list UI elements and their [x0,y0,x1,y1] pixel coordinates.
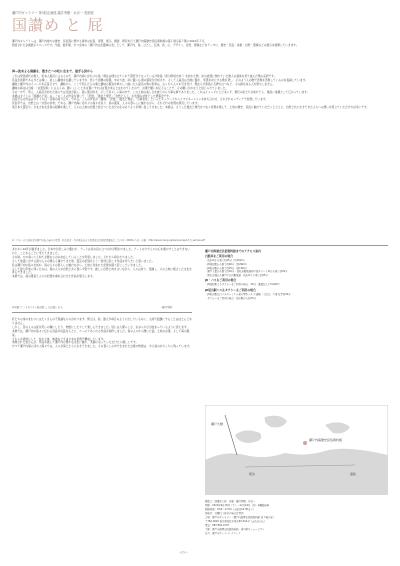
access-line: ・タクシーをご利用の場合：坂出駅から約25分 [205,296,256,300]
map-label-bridge: 瀬戸大橋 [211,422,224,426]
access-line: ・JR坂出駅から車で約25分（約13km） [205,266,249,270]
statement-paragraph: しかし、昔の人々は屁を笑いの種にしたり、物語にしたりして楽しんできました。屁には人間らしさ、おおらかさが詰まっているように思えます。 [12,324,190,329]
info-line: 会場：瀬戸内ギャラリー（瀬戸内海歴史民俗資料館 第１展示室） [205,516,276,519]
section-heading: 神っ波来よる滴露を、散きたへの吃に走まで、描ぎる詩から [12,69,93,73]
statement-paragraph: あれから10年が過ぎました。日本中が悲しみに覆われ、アートは何の役に立つのかが問われました。アートの力で人々の心を癒やすことはできないかと、ことあるごとに考えてきました。 [12,247,191,255]
statement-note: ※本展にて「それでも大地は動く」出品致します。 [12,306,65,309]
info-line: 主催：瀬戸内海歴史民俗資料館・香川県立ミュージアム [205,528,265,531]
statement-paragraph: そして地震に対する国や人々の関心も薄れてきた頃、震災の記憶をもう一度呼び起こす作品を作りたいと思いました。 [12,258,155,263]
body-paragraph: 出品予定の作品はタイトルは「言葉の成り立ち」である。二人の作家が「讃岐」「記憶」「過去と現在」「当事者性」といったキーワードからイマジネーションを持ち合わせ、それぞれのメディアで表現しています。 [12,97,268,102]
train-heading: JR・バスをご利用の場合 [205,277,237,282]
access-info [205,248,388,300]
body-paragraph: その一方で、死人、人麻呂が訪れた島々では荒波が高く、強い風が吹き、そして荒々しい海の中で、この土地の美しさを詠うのも大事な事でありました。これはイメージにとどまらず、現代の私たちが訪れても、奥深い景観として広がっています。 [12,89,310,94]
info-line: 電話：087-881-4707 [205,524,230,527]
statement-paragraph: 私たちの身のまわりにはたくさんの不思議なものがあります。例えば、屁。誰もが毎日のように出しているのに、人前で話題にすることはほとんどありません。 [12,317,192,325]
divider [12,245,388,246]
info-line: 展覧会：国讃めと屁 出展：礒井秀樹、水谷一 [205,500,256,503]
body-paragraph: これは発見時代の歌人、桁本人麻呂によるもので、瀬戸内海に浮かぶ小島（現在は埋め立てられて陸続きとなっている沙弥島（香川県坂出市））を訪れた際、岸の岩陰に倒れていた旅人の遺体を見て詠んだ歌の意訳です。 [12,74,277,78]
body-text [12,75,388,110]
access-line: ・JR高松駅から車で約40分（約26km） [205,262,249,266]
map-label-sakaide: 坂出 [249,472,256,476]
intro-line: 瀬戸内ギャラリーは、瀬戸内地方の歴史、民俗等に関する資料の収集、保管、展示、調査、研究を行う瀬戸内海歴史民俗資料館の第１展示室２階に2021年３月、 [12,39,207,43]
footnote: ※「古今・有川新和訳本瀬戸内海人麻呂の歌集・佐伯浩訳・香川県坂出市立図書館文化財保護審議会」第５号（2006年５月）収載 http://www.manyo.jp/kenkyu/report_5_samne.pdf [12,239,205,242]
body-paragraph: 東日本大震災や、さまざまな災害の経験を通して、人々は土地の記憶と結びついた自分の生のありようを問い直してきました。本展は、そうした過去と現代をつなぐ表現を通して、土地の歴史、民俗に触れていただくとともに、自然と共に生きてきた人々への想いを感じていただければ幸いです。 [12,105,370,110]
statement-paragraph: かつて瀬戸内海に浮かぶ島々では、人々が海とともに生きてきました。その暮らしの中で生まれた言葉や物語は、今も島のあちこちに残っています。 [12,344,192,349]
statement-paragraph: それらを素材にして、絵や立体、映像などさまざまな表現で構成しています。 [12,336,106,341]
info-line: 休館日：月曜日（祝日の場合は翌日） [205,512,246,515]
access-line: ・岡山方面から瀬戸中央自動車道・坂出ICより車で約25分 [205,273,268,277]
body-paragraph: 奈良が首都である今とは違い、美しい讃岐を礼讃していますが、続いて遊興の強風、中の大波、岸に臨く仏道の風景が分析され、そして人麻呂は当地に臨れ、死霊を祀にする歌を発し、そのよう人の歌で表現を表現しているのを指摘しています。 [12,77,308,82]
statement-author: （礒井秀樹） [160,306,174,309]
body-paragraph: 本展はタイトル「国讃めと屁」は、この二人の作家を通して、「記憶」「過去と現代」「自然と人工」を表現の対象とした展覧会です。 [12,93,172,98]
access-line: ・瀬戸大橋から車で約30分・高松自動車道府中湖スマートICから車で約20分 [205,270,288,274]
statement-author: （水谷一） [178,551,190,554]
info-line: 〒762-0016 香川県高松市亀水町1412-2（五色台山上） [205,520,267,523]
intro-line: 新設された企画展示スペースです。今後、数年間、かつ全体の「瀬戸内文化圏域の表」として、瀬戸内、島、ひとし、伝承、技、心、デザイン、自然、環境などをテーマに、歴史・民俗・美術・自然・環境などの展示を展開していきます。 [12,42,299,47]
access-line: ・坂出ICから車で約25分（約16km） [205,259,246,263]
statement-paragraph: 本展では、瀬戸内の島々に伝わる昔話や民話をもとに、ユーモアあふれる作品を制作しました。島の人々から聞いた話、土地の言葉、そして海の風景。 [12,328,190,337]
bus-heading: JR坂出駅バス＆タクシーをご利用の場合 [205,287,256,292]
divider [12,312,192,313]
venue-marker-icon [303,441,307,445]
map-label-venue: 瀬戸内海歴史民俗資料館 [309,438,343,442]
intro-text [12,40,388,48]
statement-paragraph: 本展では、島の風景と人々の記憶を重ね合わせた作品を展示します。 [12,274,96,279]
artist-statement-2 [12,318,192,349]
statement-paragraph: 私は瀬戸内の島々を訪ね、島の人々の暮らしに触れながら、土地に刻まれた記憶を掘り起こしていきました。 [12,262,144,267]
page-title: 国讃め と 屁 [12,16,104,34]
access-map [205,405,388,495]
access-line: ・JR坂出駅北口バスターミナル発の琴参バス 王越線「大浜口」下車 徒歩約20分 [205,293,291,297]
access-heading: 瀬戸内海歴史民俗資料館までのアクセス案内 [205,248,261,253]
artist-statement-1 [12,248,192,279]
body-paragraph: 讃岐の真言は当時、「言霊信仰」によるもの。願いしいことを言葉にすれば言霊が来ると言われていたので、言葉で願いを伝えることで、その願いがかなうと信じられていました。 [12,85,229,90]
statement-paragraph: 来場された皆さんが、作品を通して瀬戸内の豊かな文化に触れ、笑顔になっていただけたら嬉しいです。 [12,340,139,345]
access-line: ・JR高松駅よりタクシーをご利用の場合：30分・運賃およそ5,000円 [205,283,280,287]
exhibition-info [205,500,388,536]
land-shape [205,449,388,495]
info-line: 開館時間：9:00〜17:00（入館は16:30まで） [205,508,256,511]
info-line: 協力：瀬戸内アートコレクティブ [205,532,241,535]
map-label-takamatsu: 高松 [350,472,357,476]
statement-paragraph: そして最も印象に残ったのは、島の人々が自然と共に暮らす姿です。厳しい自然と向き合いながら、人々は祈り、感謝し、その土地に根ざした文化を育んできました。 [12,266,192,275]
body-paragraph: 讃岐と瀬戸内のイメージを定着させて、讃岐から、ここで死んだ人の魂と讃岐の風景を神々しく描いた人麻呂の歌の世界は、古くから人々を引き付け、現在も沙弥島に石碑が立つなど、その跡を辿る人を絶やしません。 [12,81,276,86]
info-line: 期間：2021年9月18日（土）〜12月19日（日）※観覧無料 [205,504,270,507]
page-header: 瀬戸内ギャラリー 第3回企画展 礒井秀樹・水谷一 美術展 [12,11,94,15]
statement-paragraph: その時、やや遠くにも似て必要なものが存在していることを実感しました。それから時がたちました。 [12,254,136,259]
car-heading: 自動車をご利用の場合 [205,253,233,258]
body-paragraph: 民俗学では、自然とは「共感の対象」である。瀬戸内海に浮かぶ小島々を巡り、島の風景、人々の暮らしに触れながら、それぞれの表現を探究しています。 [12,101,200,106]
